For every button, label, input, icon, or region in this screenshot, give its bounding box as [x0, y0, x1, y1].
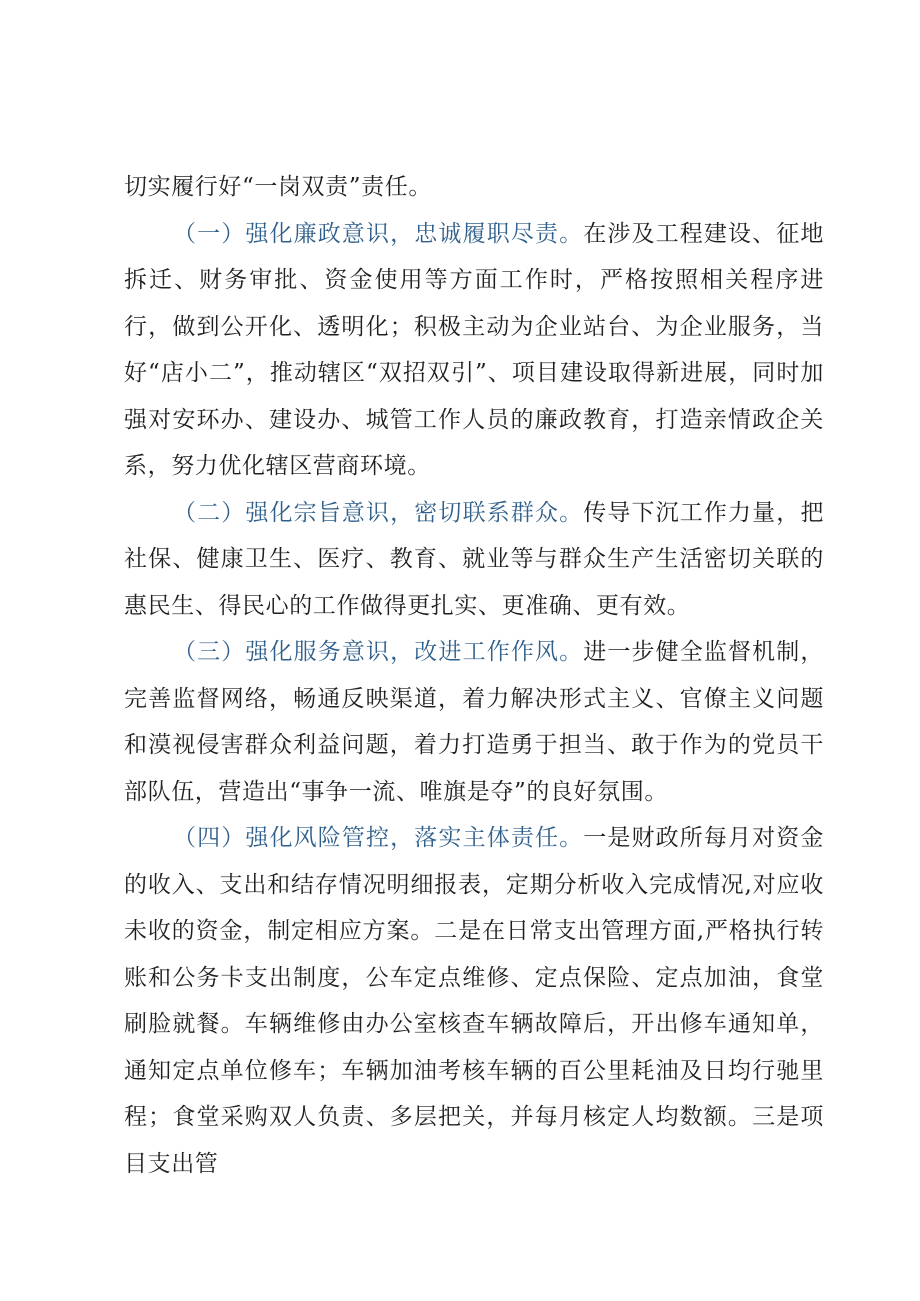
- paragraph-integrity: [124, 211, 824, 490]
- document-page: [124, 164, 824, 1187]
- paragraph-body: 一是财政所每月对资金的收入、支出和结存情况明细报表，定期分析收入完成情况,对应收未收的资金，制定相应方案。二是在日常支出管理方面,严格执行转账和公务卡支出制度，公车定点维修、定点保险、定点加油，食堂刷脸就餐。车辆维修由办公室核查车辆故障后，开出修车通知单，通知定点单位修车；车辆加油考核车辆的百公里耗油及日均行驰里程；食堂采购双人负责、多层把关，并每月核定人均数额。三是项目支出管: [124, 825, 825, 1177]
- section-heading-2: （二）强化宗旨意识，密切联系群众。: [173, 499, 584, 526]
- paragraph-body: 传导下沉工作力量，把社保、健康卫生、医疗、教育、就业等与群众生产生活密切关联的惠民生、得民心的工作做得更扎实、更准确、更有效。: [124, 499, 825, 619]
- paragraph-body: 切实履行好“一岗双责”责任。: [124, 174, 432, 200]
- paragraph-purpose: [124, 490, 824, 630]
- paragraph-service: [124, 629, 824, 815]
- paragraph-body: 在涉及工程建设、征地拆迁、财务审批、资金使用等方面工作时，严格按照相关程序进行，做到公开化、透明化；积极主动为企业站台、为企业服务，当好“店小二”，推动辖区“双招双引”、项目建设取得新进展，同时加强对安环办、建设办、城管工作人员的廉政教育，打造亲情政企关系，努力优化辖区营商环境。: [124, 220, 825, 479]
- paragraph-risk: [124, 815, 824, 1187]
- section-heading-1: （一）强化廉政意识，忠诚履职尽责。: [173, 220, 584, 247]
- section-heading-3: （三）强化服务意识，改进工作作风。: [173, 639, 584, 665]
- paragraph-body: 进一步健全监督机制，完善监督网络，畅通反映渠道，着力解决形式主义、官僚主义问题和漠视侵害群众利益问题，着力打造勇于担当、敢于作为的党员干部队伍，营造出“事争一流、唯旗是夺”的良好氛围。: [124, 639, 825, 805]
- section-heading-4: （四）强化风险管控，落实主体责任。: [173, 825, 584, 851]
- paragraph-continuation: [124, 164, 824, 211]
